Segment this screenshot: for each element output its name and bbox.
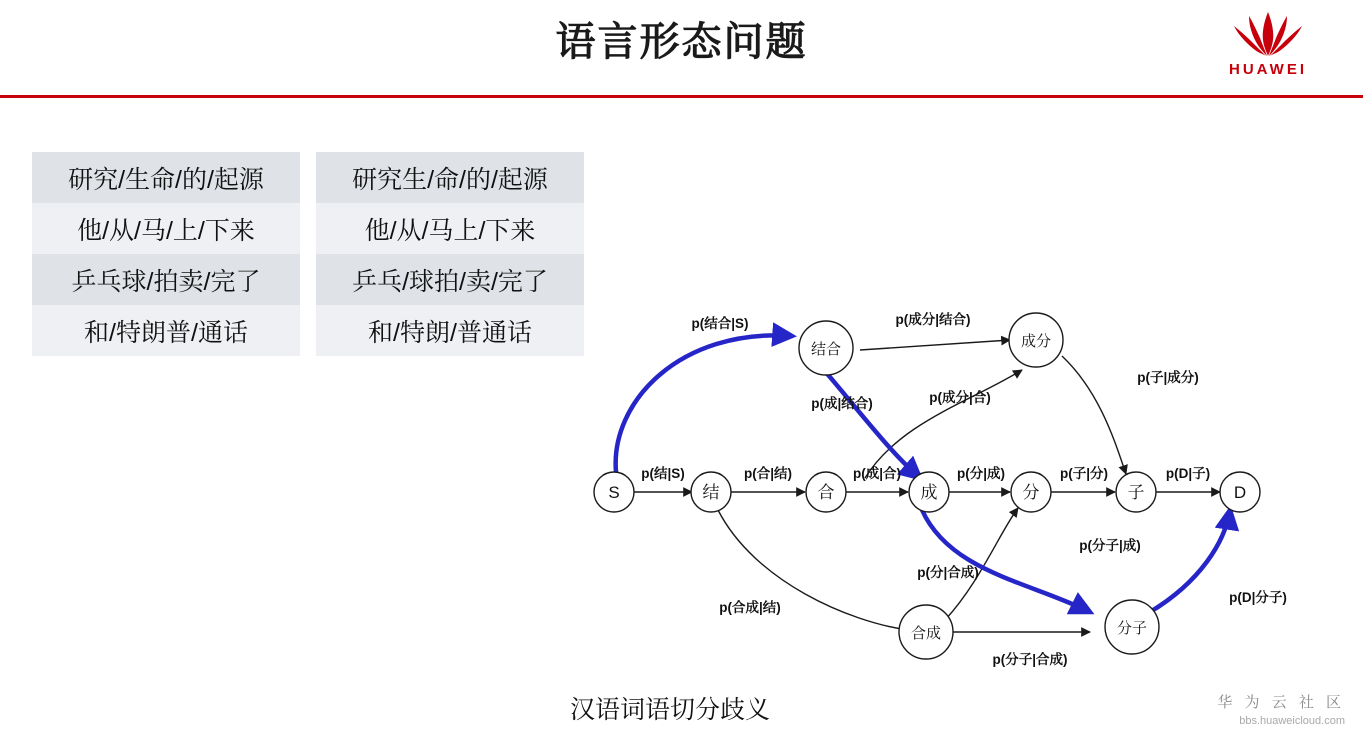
edge-label-hecheng-fen: p(分|合成) [917,565,979,580]
edge-cheng-fenzi-highlight [922,510,1090,612]
edge-label-chengfen-D: p(子|成分) [1137,370,1199,385]
node-label-fenzi: 分子 [1116,620,1148,637]
table-row [32,152,584,203]
brand-name: HUAWEI [1229,61,1307,78]
node-label-fen: 分 [1022,483,1040,502]
word-lattice-diagram [570,282,1360,682]
watermark [1217,691,1345,727]
edge-label-he-chengfen: p(成分|合) [929,390,991,405]
node-label-jie: 结 [702,483,720,502]
edge-label-S-jiehe: p(结合|S) [691,316,749,331]
segmentation-cell-left: 他/从/马/上/下来 [32,203,300,254]
node-label-zi: 子 [1127,483,1145,502]
edge-label-he-cheng: p(成|合) [852,466,902,481]
node-label-cheng: 成 [920,483,938,502]
node-label-S: S [608,483,620,502]
table-row [32,305,584,356]
edge-label-jie-hecheng: p(合成|结) [719,600,781,615]
segmentation-cell-right: 研究生/命/的/起源 [316,152,584,203]
node-label-D: D [1233,483,1247,502]
edge-label-jiehe-cheng: p(成|结合) [811,396,873,411]
edge-label-fen-zi: p(子|分) [1059,466,1109,481]
segmentation-cell-right: 乒乓/球拍/卖/完了 [316,254,584,305]
edge-jiehe-cheng-highlight [824,370,920,478]
edge-fenzi-D-highlight [1150,510,1230,612]
lattice-edge-labels [641,311,1287,667]
watermark-url: bbs.huaweicloud.com [1239,715,1345,727]
table-row [32,203,584,254]
page-title: 语言形态问题 [555,20,808,64]
edge-label-cheng-fen: p(分|成) [956,466,1006,481]
edge-jiehe-chengfen [860,340,1010,350]
segmentation-examples-table [32,152,584,356]
edge-label-jie-he: p(合|结) [743,466,793,481]
edge-label-cheng-fenzi: p(分子|成) [1079,538,1141,553]
slide-header [0,0,1363,96]
watermark-title: 华 为 云 社 区 [1217,694,1345,711]
segmentation-cell-right: 和/特朗/普通话 [316,305,584,356]
node-label-jiehe: 结合 [810,341,842,358]
edge-chengfen-D [1062,356,1126,474]
segmentation-cell-left: 研究/生命/的/起源 [32,152,300,203]
edge-hecheng-fen [945,508,1018,620]
node-label-chengfen: 成分 [1020,333,1052,350]
edge-S-jiehe-highlight [616,335,792,472]
node-label-he: 合 [817,483,835,502]
segmentation-cell-left: 和/特朗普/通话 [32,305,300,356]
segmentation-cell-left: 乒乓球/拍卖/完了 [32,254,300,305]
edge-label-hecheng-fenzi: p(分子|合成) [992,652,1068,667]
diagram-caption: 汉语词语切分歧义 [569,696,770,724]
edge-label-jiehe-chengfen: p(成分|结合) [895,312,971,327]
header-divider [0,95,1363,98]
edge-he-chengfen [865,370,1022,478]
huawei-petal-mark [1203,8,1333,60]
table-row [32,254,584,305]
edge-label-fenzi-D: p(D|分子) [1229,590,1287,605]
node-label-hecheng: 合成 [910,625,942,642]
segmentation-cell-right: 他/从/马上/下来 [316,203,584,254]
huawei-logo [1203,8,1333,88]
edge-label-S-jie: p(结|S) [641,466,685,481]
edge-label-zi-D: p(D|子) [1165,466,1211,481]
